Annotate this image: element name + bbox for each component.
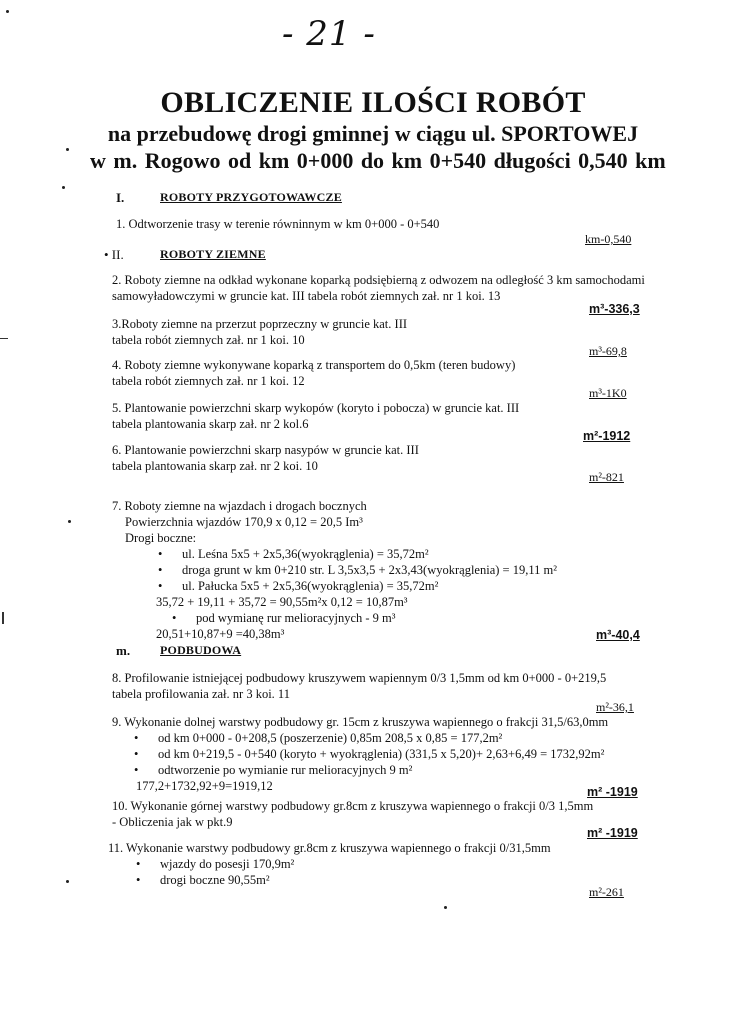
item-9-line2: 177,2+1732,92+9=1919,12 bbox=[136, 779, 273, 793]
scan-speck bbox=[68, 520, 71, 523]
item-8-line1: 8. Profilowanie istniejącej podbudowy kruszywem wapiennym 0/3 1,5mm od km 0+000 - 0+219,5 bbox=[112, 671, 607, 685]
item-7-line5: 20,51+10,87+9 =40,38m³ bbox=[156, 627, 285, 641]
section-2-name: ROBOTY ZIEMNE bbox=[160, 247, 266, 261]
item-9-bullet-1: • od km 0+000 - 0+208,5 (poszerzenie) 0,85m 208,5 x 0,85 = 177,2m² bbox=[134, 730, 608, 746]
item-7-bullet-2: • droga grunt w km 0+210 str. L 3,5x3,5 + 2x3,43(wyokrąglenia) = 19,11 m² bbox=[158, 562, 557, 578]
item-3-line2: tabela robót ziemnych zał. nr 1 koi. 10 bbox=[112, 333, 305, 347]
item-7-line3: Drogi boczne: bbox=[125, 531, 197, 545]
item-7-bullet-3: • ul. Pałucka 5x5 + 2x5,36(wyokrąglenia) = 35,72m² bbox=[158, 578, 557, 594]
item-7-bullet-1: • ul. Leśna 5x5 + 2x5,36(wyokrąglenia) = 35,72m² bbox=[158, 546, 557, 562]
item-11-line1: 11. Wykonanie warstwy podbudowy gr.8cm z kruszywa wapiennego o frakcji 0/31,5mm bbox=[108, 841, 551, 855]
item-4-line1: 4. Roboty ziemne wykonywane koparką z transportem do 0,5km (teren budowy) bbox=[112, 358, 516, 372]
item-3-line1: 3.Roboty ziemne na przerzut poprzeczny w gruncie kat. III bbox=[112, 317, 408, 331]
item-2-text bbox=[112, 272, 645, 304]
section-1-name: ROBOTY PRZYGOTOWAWCZE bbox=[160, 190, 342, 204]
item-10-text bbox=[112, 798, 593, 830]
item-9-line1: 9. Wykonanie dolnej warstwy podbudowy gr. 15cm z kruszywa wapiennego o frakcji 31,5/63,0mm bbox=[112, 715, 609, 729]
item-8-quantity: m²-36,1 bbox=[596, 700, 634, 714]
document-subtitle-line1: na przebudowę drogi gminnej w ciągu ul. SPORTOWEJ bbox=[107, 121, 639, 146]
item-7-text bbox=[112, 498, 557, 642]
item-4-line2: tabela robót ziemnych zał. nr 1 koi. 12 bbox=[112, 374, 305, 388]
section-3-name: PODBUDOWA bbox=[160, 643, 242, 657]
item-11-bullet-1: • wjazdy do posesji 170,9m² bbox=[136, 856, 551, 872]
item-2-line2: samowyładowczymi w gruncie kat. III tabela robót ziemnych zał. nr 1 koi. 13 bbox=[112, 289, 501, 303]
item-3-text bbox=[112, 316, 407, 348]
item-5-line2: tabela plantowania skarp zał. nr 2 kol.6 bbox=[112, 417, 309, 431]
item-4-text bbox=[112, 357, 515, 389]
scan-speck bbox=[66, 148, 69, 151]
item-9-bullet-3: • odtworzenie po wymianie rur melioracyjnych 9 m² bbox=[134, 762, 608, 778]
item-1-text: 1. Odtworzenie trasy w terenie równinnym w km 0+000 - 0+540 bbox=[116, 217, 440, 231]
item-9-bullet-2: • od km 0+219,5 - 0+540 (koryto + wyokrąglenia) (331,5 x 5,20)+ 2,63+6,49 = 1732,92m² bbox=[134, 746, 608, 762]
item-8-line2: tabela profilowania zał. nr 3 koi. 11 bbox=[112, 687, 290, 701]
item-6-quantity: m²-821 bbox=[589, 470, 624, 484]
item-7-quantity: m³-40,4 bbox=[596, 628, 640, 642]
scan-speck bbox=[66, 880, 69, 883]
item-11-quantity: m²-261 bbox=[589, 885, 624, 899]
item-4-quantity: m³-1K0 bbox=[589, 386, 627, 400]
item-2-line1: 2. Roboty ziemne na odkład wykonane koparką podsiębierną z odwozem na odległość 3 km samochodami bbox=[112, 273, 645, 287]
item-6-text bbox=[112, 442, 419, 474]
scan-speck bbox=[62, 186, 65, 189]
scan-speck bbox=[444, 906, 447, 909]
scan-mark bbox=[2, 612, 4, 624]
document-title: OBLICZENIE ILOŚCI ROBÓT bbox=[160, 86, 586, 119]
scan-speck bbox=[6, 10, 9, 13]
page-number: - 21 - bbox=[282, 14, 376, 54]
item-2-quantity: m³-336,3 bbox=[589, 302, 640, 316]
item-10-line1: 10. Wykonanie górnej warstwy podbudowy gr.8cm z kruszywa wapiennego o frakcji 0/3 1,5mm bbox=[112, 799, 594, 813]
item-11-text bbox=[108, 840, 551, 888]
item-5-line1: 5. Plantowanie powierzchni skarp wykopów (koryto i pobocza) w gruncie kat. III bbox=[112, 401, 520, 415]
document-subtitle-line2: w m. Rogowo od km 0+000 do km 0+540 długości 0,540 km bbox=[90, 148, 666, 173]
item-1-quantity: km-0,540 bbox=[585, 232, 632, 246]
section-1-number: I. bbox=[116, 190, 125, 205]
scan-mark bbox=[0, 338, 8, 339]
item-7-line4: 35,72 + 19,11 + 35,72 = 90,55m²x 0,12 = 10,87m³ bbox=[156, 595, 408, 609]
section-2-number: • II. bbox=[104, 247, 124, 262]
item-5-quantity: m²-1912 bbox=[583, 429, 631, 443]
item-10-line2: - Obliczenia jak w pkt.9 bbox=[112, 815, 233, 829]
item-3-quantity: m³-69,8 bbox=[589, 344, 627, 358]
item-9-text bbox=[112, 714, 608, 794]
item-9-quantity: m² -1919 bbox=[587, 785, 638, 799]
item-8-text bbox=[112, 670, 606, 702]
item-7-bullet-4: • pod wymianę rur melioracyjnych - 9 m³ bbox=[172, 610, 557, 626]
item-6-line2: tabela plantowania skarp zał. nr 2 koi. 10 bbox=[112, 459, 318, 473]
section-3-number: m. bbox=[116, 643, 131, 658]
item-6-line1: 6. Plantowanie powierzchni skarp nasypów w gruncie kat. III bbox=[112, 443, 419, 457]
item-7-line2: Powierzchnia wjazdów 170,9 x 0,12 = 20,5 Im³ bbox=[125, 515, 363, 529]
item-11-bullet-2: • drogi boczne 90,55m² bbox=[136, 872, 551, 888]
item-5-text bbox=[112, 400, 519, 432]
item-10-quantity: m² -1919 bbox=[587, 826, 638, 840]
item-7-line1: 7. Roboty ziemne na wjazdach i drogach bocznych bbox=[112, 499, 367, 513]
